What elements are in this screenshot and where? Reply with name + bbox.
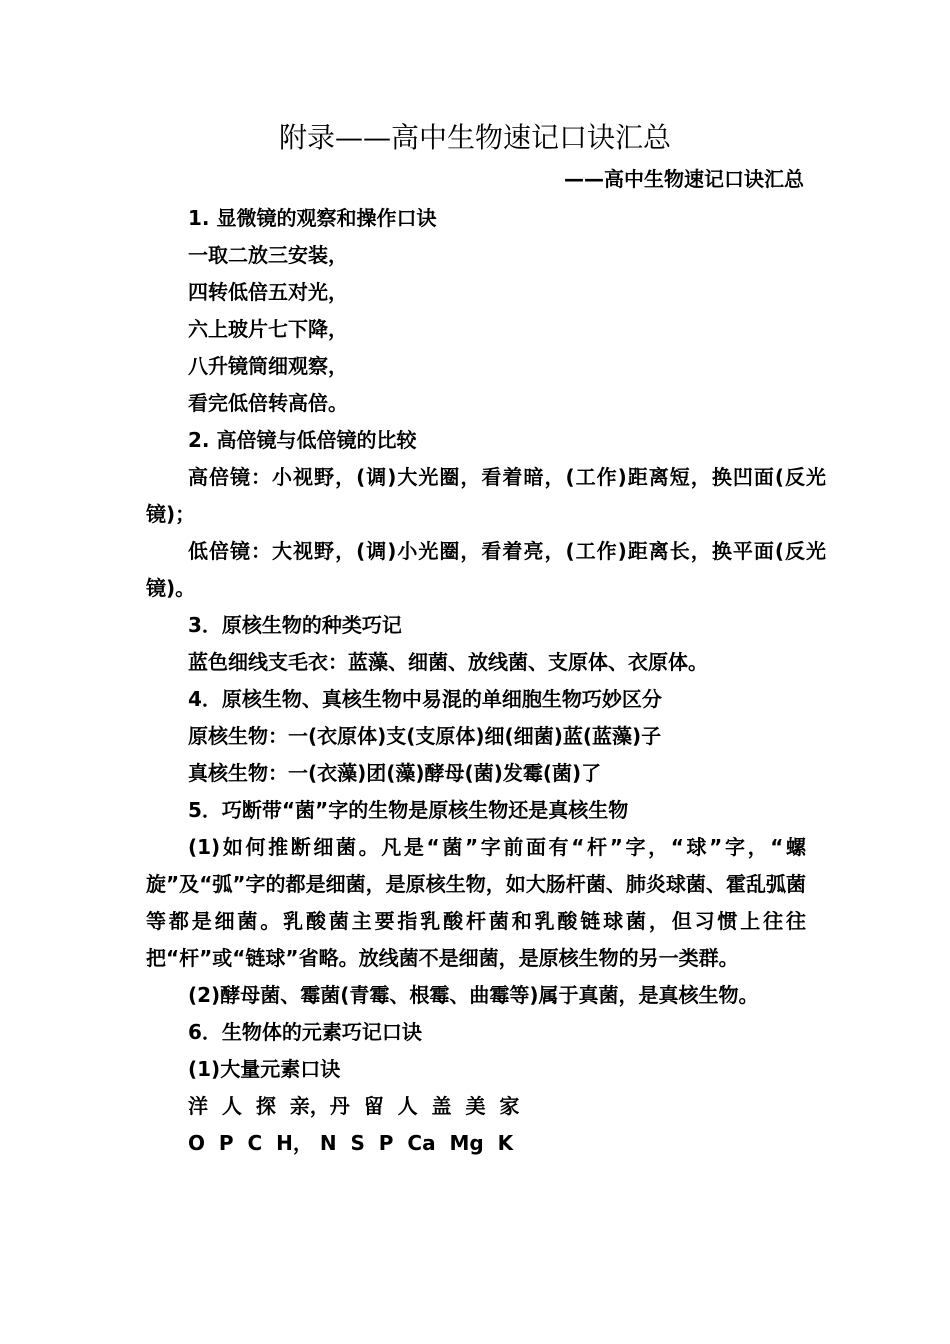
section-5-paragraph-1: (1)如何推断细菌。凡是“菌”字前面有“杆”字，“球”字，“螺旋”及“弧”字的都是细菌，是原核生物，如大肠杆菌、肺炎球菌、霍乱弧菌等都是细菌。乳酸菌主要指乳酸杆菌和乳酸链球菌，但习惯上往往把“杆”或“链球”省略。放线菌不是细菌，是原核生物的另一类群。 xyxy=(146,835,806,970)
prokaryote-line: 原核生物：一(衣原体)支(支原体)细(细菌)蓝(蓝藻)子 xyxy=(188,724,662,748)
section-5-paragraph-2: (2)酵母菌、霉菌(青霉、根霉、曲霉等)属于真菌，是真核生物。 xyxy=(188,983,759,1007)
section-1-heading: 1. 显微镜的观察和操作口诀 xyxy=(188,206,437,230)
section-2-heading: 2. 高倍镜与低倍镜的比较 xyxy=(188,428,417,452)
mnemonic-line: 六上玻片七下降， xyxy=(188,317,348,341)
document-title: 附录——高中生物速记口诀汇总 xyxy=(278,121,671,154)
document-subtitle: ——高中生物速记口诀汇总 xyxy=(564,167,804,191)
document-body xyxy=(146,200,826,1162)
low-power-paragraph: 低倍镜：大视野，(调)小光圈，看着亮，(工作)距离长，换平面(反光镜)。 xyxy=(146,539,826,600)
mnemonic-line: 八升镜筒细观察， xyxy=(188,354,348,378)
eukaryote-line: 真核生物：一(衣藻)团(藻)酵母(菌)发霉(菌)了 xyxy=(188,761,602,785)
section-6-heading: 6．生物体的元素巧记口诀 xyxy=(188,1020,422,1044)
mnemonic-line: 一取二放三安装， xyxy=(188,243,348,267)
element-symbols: O P C H， N S P Ca Mg K xyxy=(188,1131,514,1155)
element-mnemonic: 洋 人 探 亲，丹 留 人 盖 美 家 xyxy=(188,1094,520,1118)
mnemonic-line: 四转低倍五对光， xyxy=(188,280,348,304)
section-5-heading: 5．巧断带“菌”字的生物是原核生物还是真核生物 xyxy=(188,798,629,822)
section-6-subheading: (1)大量元素口诀 xyxy=(188,1057,341,1081)
section-3-heading: 3．原核生物的种类巧记 xyxy=(188,613,402,637)
high-power-paragraph: 高倍镜：小视野，(调)大光圈，看着暗，(工作)距离短，换凹面(反光镜)； xyxy=(146,465,826,526)
section-3-text: 蓝色细线支毛衣：蓝藻、细菌、放线菌、支原体、衣原体。 xyxy=(188,650,708,674)
section-4-heading: 4．原核生物、真核生物中易混的单细胞生物巧妙区分 xyxy=(188,687,662,711)
mnemonic-line: 看完低倍转高倍。 xyxy=(188,391,348,415)
